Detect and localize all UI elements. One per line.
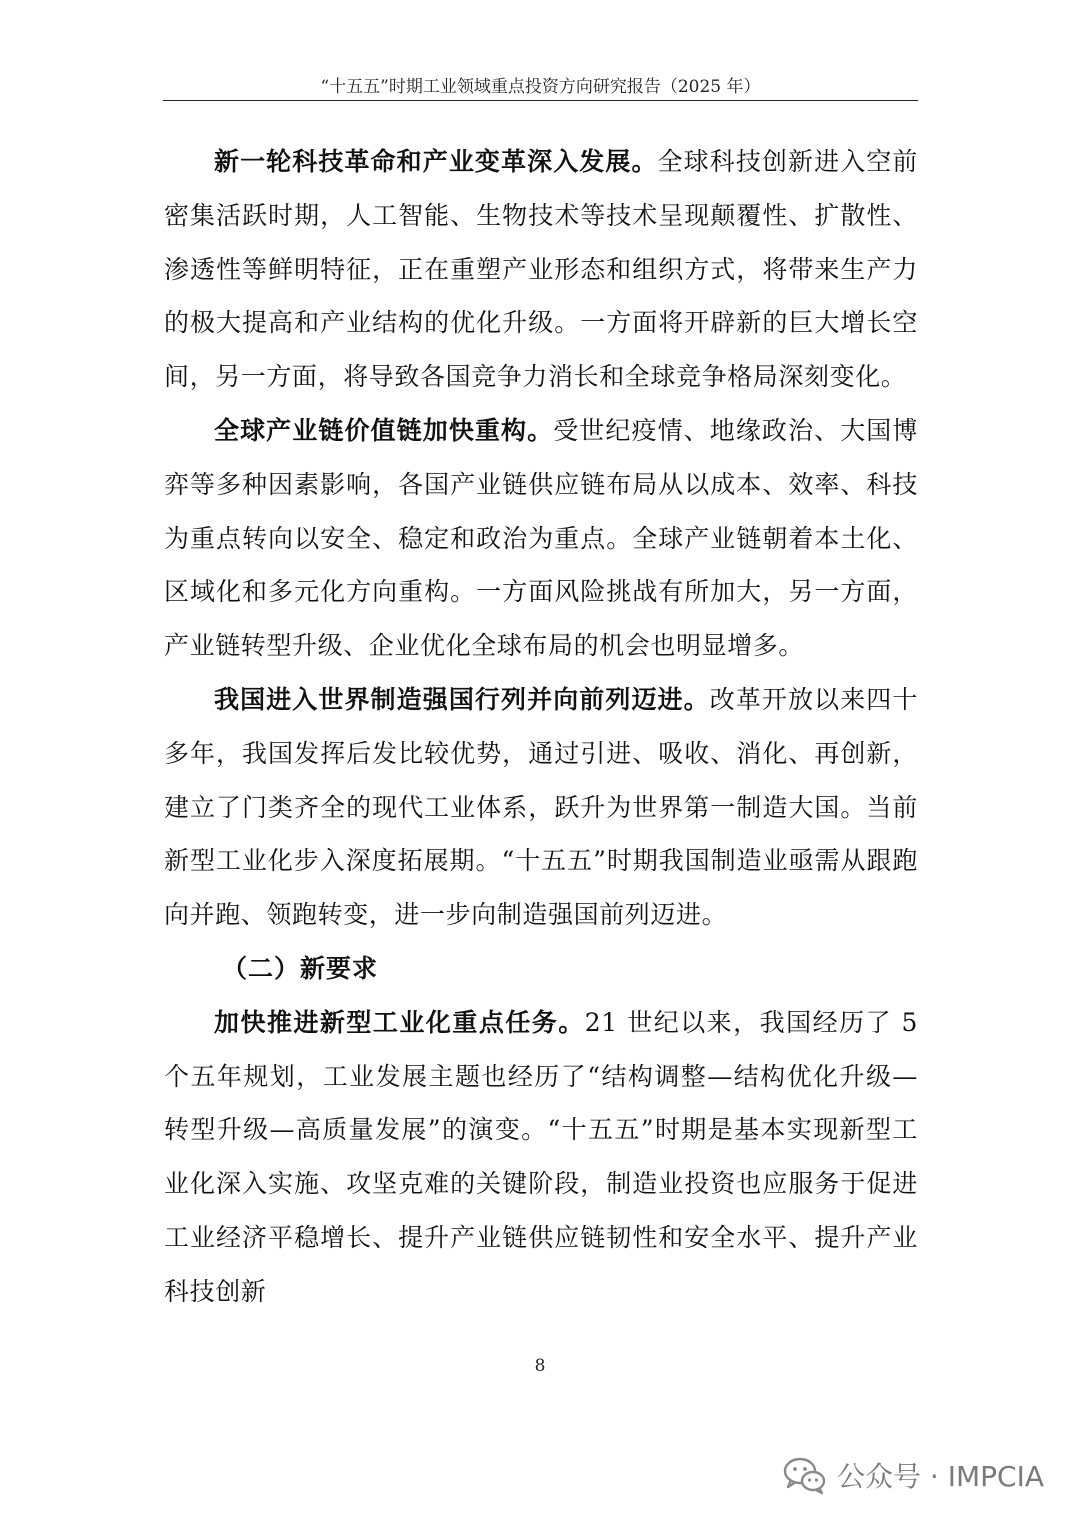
paragraph-text: 21 世纪以来，我国经历了 5 个五年规划，工业发展主题也经历了“结构调整—结构优化升级—转型升级—高质量发展”的演变。“十五五”时期是基本实现新型工业化深入实施、攻坚克难的关键阶段，制造业投资也应服务于促进工业经济平稳增长、提升产业链供应链韧性和安全水平、提升产业科技创新 [164,1007,918,1306]
running-header: “十五五”时期工业领域重点投资方向研究报告（2025 年） [320,77,761,97]
paragraph-text: 改革开放以来四十多年，我国发挥后发比较优势，通过引进、吸收、消化、再创新，建立了门类齐全的现代工业体系，跃升为世界第一制造大国。当前新型工业化步入深度拓展期。“十五五”时期我国制造业亟需从跟跑向并跑、领跑转变，进一步向制造强国前列迈进。 [164,684,918,930]
paragraph-tech-revolution [164,135,918,404]
watermark [783,1455,1044,1495]
paragraph-manufacturing-power [164,673,918,942]
page-number: 8 [534,1356,546,1376]
paragraph-heading: 新一轮科技革命和产业变革深入发展。 [214,147,658,176]
paragraph-heading: 加快推进新型工业化重点任务。 [214,1007,585,1037]
document-body [164,135,918,1319]
paragraph-new-industrialization [164,996,918,1319]
paragraph-text: 受世纪疫情、地缘政治、大国博弈等多种因素影响，各国产业链供应链布局从以成本、效率、科技为重点转向以安全、稳定和政治为重点。全球产业链朝着本土化、区域化和多元化方向重构。一方面风险挑战有所加大，另一方面，产业链转型升级、企业优化全球布局的机会也明显增多。 [164,415,918,661]
paragraph-global-chain [164,404,918,673]
wechat-icon [783,1455,827,1495]
paragraph-text: 全球科技创新进入空前密集活跃时期，人工智能、生物技术等技术呈现颠覆性、扩散性、渗透性等鲜明特征，正在重塑产业形态和组织方式，将带来生产力的极大提高和产业结构的优化升级。一方面将开辟新的巨大增长空间，另一方面，将导致各国竞争力消长和全球竞争格局深刻变化。 [164,147,918,392]
paragraph-heading: 我国进入世界制造强国行列并向前列迈进。 [214,684,710,714]
watermark-text: 公众号 · IMPCIA [837,1460,1044,1493]
paragraph-heading: 全球产业链价值链加快重构。 [214,415,554,445]
section-heading: （二）新要求 [222,953,379,983]
header-rule [163,100,918,101]
